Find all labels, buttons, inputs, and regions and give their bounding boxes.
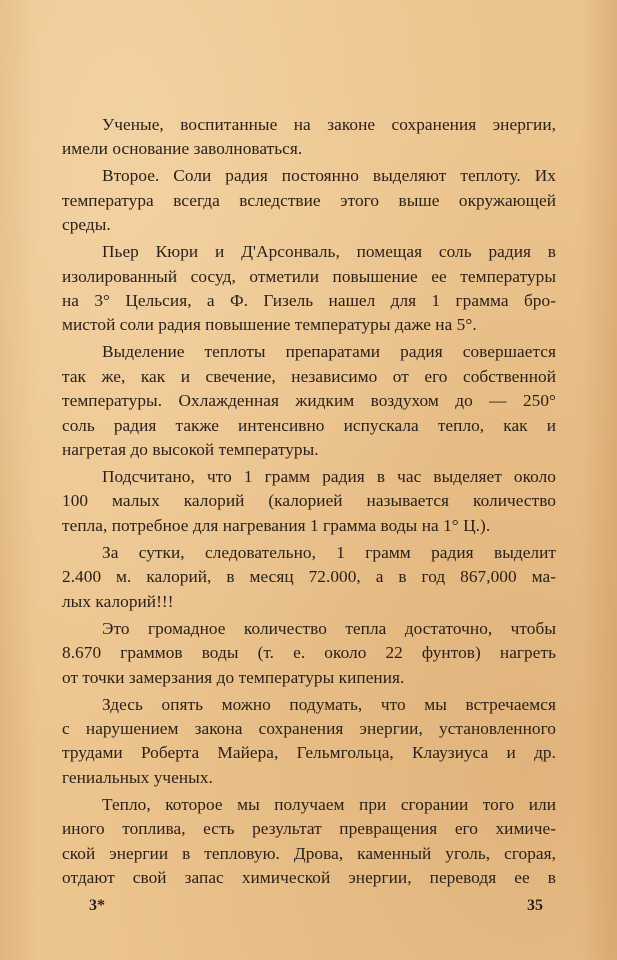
- text-line: Ученые, воспитанные на законе сохранения энергии,: [102, 115, 556, 134]
- text-line: ской энергии в тепловую. Дрова, каменный уголь, сгорая,: [62, 843, 556, 863]
- text-line: Тепло, которое мы получаем при сгорании того или: [102, 794, 556, 814]
- text-line: 2.400 м. калорий, в месяц 72.000, а в год 867,000 ма-: [62, 567, 556, 587]
- paragraph: [62, 340, 556, 462]
- text-line: температура всегда вследствие этого выше окружающей: [62, 190, 556, 210]
- page-body-text: [62, 113, 556, 893]
- text-line: Пьер Кюри и Д'Арсонваль, помещая соль радия в: [102, 242, 556, 262]
- text-line: Здесь опять можно подумать, что мы встречаемся: [102, 694, 556, 714]
- text-line: За сутки, следовательно, 1 грамм радия выделит: [102, 542, 556, 562]
- text-line: иного топлива, есть результат превращения его химиче-: [62, 819, 556, 839]
- text-line: с нарушением закона сохранения энергии, установленного: [62, 718, 556, 738]
- text-line: Второе. Соли радия постоянно выделяют теплоту. Их: [102, 166, 556, 186]
- text-line: 8.670 граммов воды (т. е. около 22 фунтов) нагреть: [62, 643, 556, 663]
- paragraph: [62, 164, 556, 237]
- paragraph: [62, 465, 556, 538]
- text-line: так же, как и свечение, независимо от его собственной: [62, 366, 556, 386]
- text-line: среды.: [62, 215, 111, 235]
- text-line: отдают свой запас химической энергии, переводя ее в: [62, 867, 556, 887]
- paragraph: [62, 793, 556, 891]
- paragraph: [62, 113, 556, 162]
- text-line: Подсчитано, что 1 грамм радия в час выделяет около: [102, 467, 556, 487]
- text-line: от точки замерзания до температуры кипения.: [62, 667, 405, 687]
- paragraph: [62, 541, 556, 614]
- text-line: на 3° Цельсия, а Ф. Гизель нашел для 1 грамма бро-: [62, 291, 556, 311]
- text-line: 100 малых калорий (калорией называется количество: [62, 491, 556, 511]
- text-line: Выделение теплоты препаратами радия совершается: [102, 342, 556, 362]
- paragraph: [62, 617, 556, 690]
- text-line: мистой соли радия повышение температуры даже на 5°.: [62, 315, 477, 335]
- text-line: лых калорий!!!: [62, 591, 174, 611]
- page-number: 35: [527, 897, 543, 914]
- text-line: изолированный сосуд, отметили повышение ее температуры: [62, 266, 556, 286]
- text-line: соль радия также интенсивно испускала тепло, как и: [62, 415, 556, 435]
- paragraph: [62, 693, 556, 791]
- text-line: имели основание заволноваться.: [62, 139, 303, 159]
- text-line: температуры. Охлажденная жидким воздухом до — 250°: [62, 391, 556, 411]
- text-line: нагретая до высокой температуры.: [62, 440, 319, 460]
- text-line: гениальных ученых.: [62, 767, 213, 787]
- paragraph: [62, 240, 556, 338]
- printer-signature-mark: 3*: [89, 897, 105, 914]
- text-line: тепла, потребное для нагревания 1 грамма воды на 1° Ц.).: [62, 515, 491, 535]
- text-line: трудами Роберта Майера, Гельмгольца, Клаузиуса и др.: [62, 743, 556, 763]
- text-line: Это громадное количество тепла достаточно, чтобы: [102, 618, 556, 638]
